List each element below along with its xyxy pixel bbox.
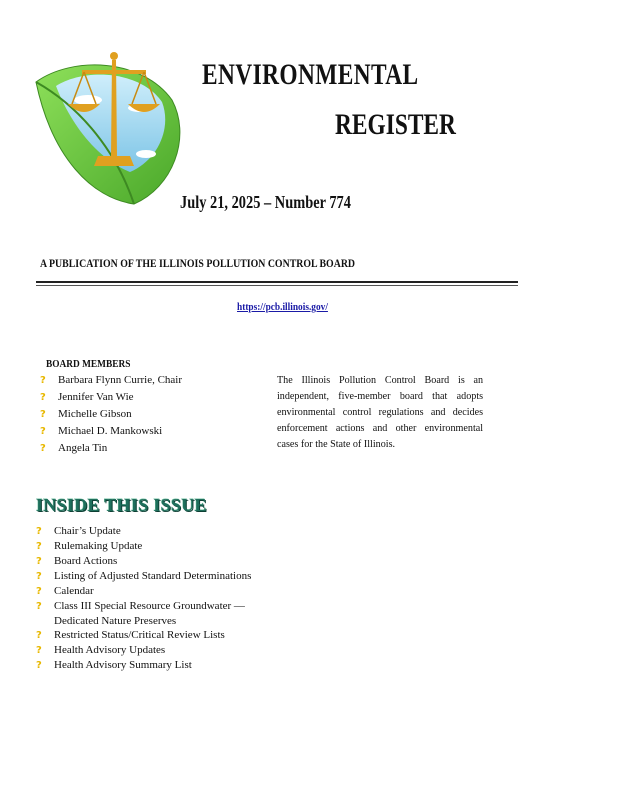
masthead-title-line1: ENVIRONMENTAL (202, 58, 419, 91)
bullet-icon: ? (36, 586, 42, 597)
list-item-continuation: Dedicated Nature Preserves (54, 615, 177, 627)
bullet-icon: ? (36, 526, 42, 537)
toc-entry: Class III Special Resource Groundwater — (54, 600, 245, 612)
toc-entry: Health Advisory Summary List (54, 659, 192, 671)
toc-entry: Listing of Adjusted Standard Determinations (54, 570, 252, 582)
toc-entry: Board Actions (54, 555, 118, 567)
bullet-icon: ? (36, 645, 42, 656)
list-item (36, 584, 251, 599)
publication-line: A PUBLICATION OF THE ILLINOIS POLLUTION CONTROL BOARD (40, 256, 356, 270)
bullet-icon: ? (36, 601, 42, 612)
member-name: Michelle Gibson (58, 408, 132, 420)
board-members-list (40, 372, 182, 457)
list-item (36, 524, 251, 539)
list-item (36, 643, 251, 658)
divider-rule-thin (36, 285, 518, 286)
bullet-icon: ? (36, 556, 42, 567)
list-item (40, 406, 182, 423)
list-item (36, 599, 251, 614)
toc-entry: Rulemaking Update (54, 540, 143, 552)
inside-issue-heading: INSIDE THIS ISSUE (36, 495, 207, 515)
member-name: Michael D. Mankowski (58, 425, 163, 437)
inside-issue-list (36, 524, 251, 673)
list-item (36, 539, 251, 554)
leaf-scales-logo (22, 38, 192, 208)
bullet-icon: ? (40, 392, 46, 403)
toc-entry: Restricted Status/Critical Review Lists (54, 629, 225, 641)
list-item (40, 440, 182, 457)
website-link[interactable]: https://pcb.illinois.gov/ (237, 301, 328, 313)
bullet-icon: ? (40, 443, 46, 454)
bullet-icon: ? (36, 541, 42, 552)
list-item (40, 389, 182, 406)
bullet-icon: ? (36, 571, 42, 582)
list-item (36, 569, 251, 584)
list-item (36, 554, 251, 569)
bullet-icon: ? (40, 409, 46, 420)
toc-entry: Health Advisory Updates (54, 644, 166, 656)
bullet-icon: ? (40, 426, 46, 437)
toc-entry: Calendar (54, 585, 94, 597)
board-members-heading: BOARD MEMBERS (46, 358, 131, 370)
list-item (40, 372, 182, 389)
list-item (36, 658, 251, 673)
board-description: The Illinois Pollution Control Board is an independent, five-member board that adopts environmental control regulations and decides enforcement actions and other environmental cases for the State of Illinois. (277, 374, 484, 450)
bullet-icon: ? (40, 375, 46, 386)
member-name: Barbara Flynn Currie, Chair (58, 374, 183, 386)
issue-date-number: July 21, 2025 – Number 774 (180, 192, 351, 212)
masthead-title-line2: REGISTER (335, 108, 456, 141)
bullet-icon: ? (36, 630, 42, 641)
divider-rule (36, 281, 518, 283)
member-name: Angela Tin (58, 442, 108, 454)
list-item (36, 628, 251, 643)
toc-entry: Chair’s Update (54, 525, 121, 537)
bullet-icon: ? (36, 660, 42, 671)
member-name: Jennifer Van Wie (58, 391, 134, 403)
list-item (40, 423, 182, 440)
